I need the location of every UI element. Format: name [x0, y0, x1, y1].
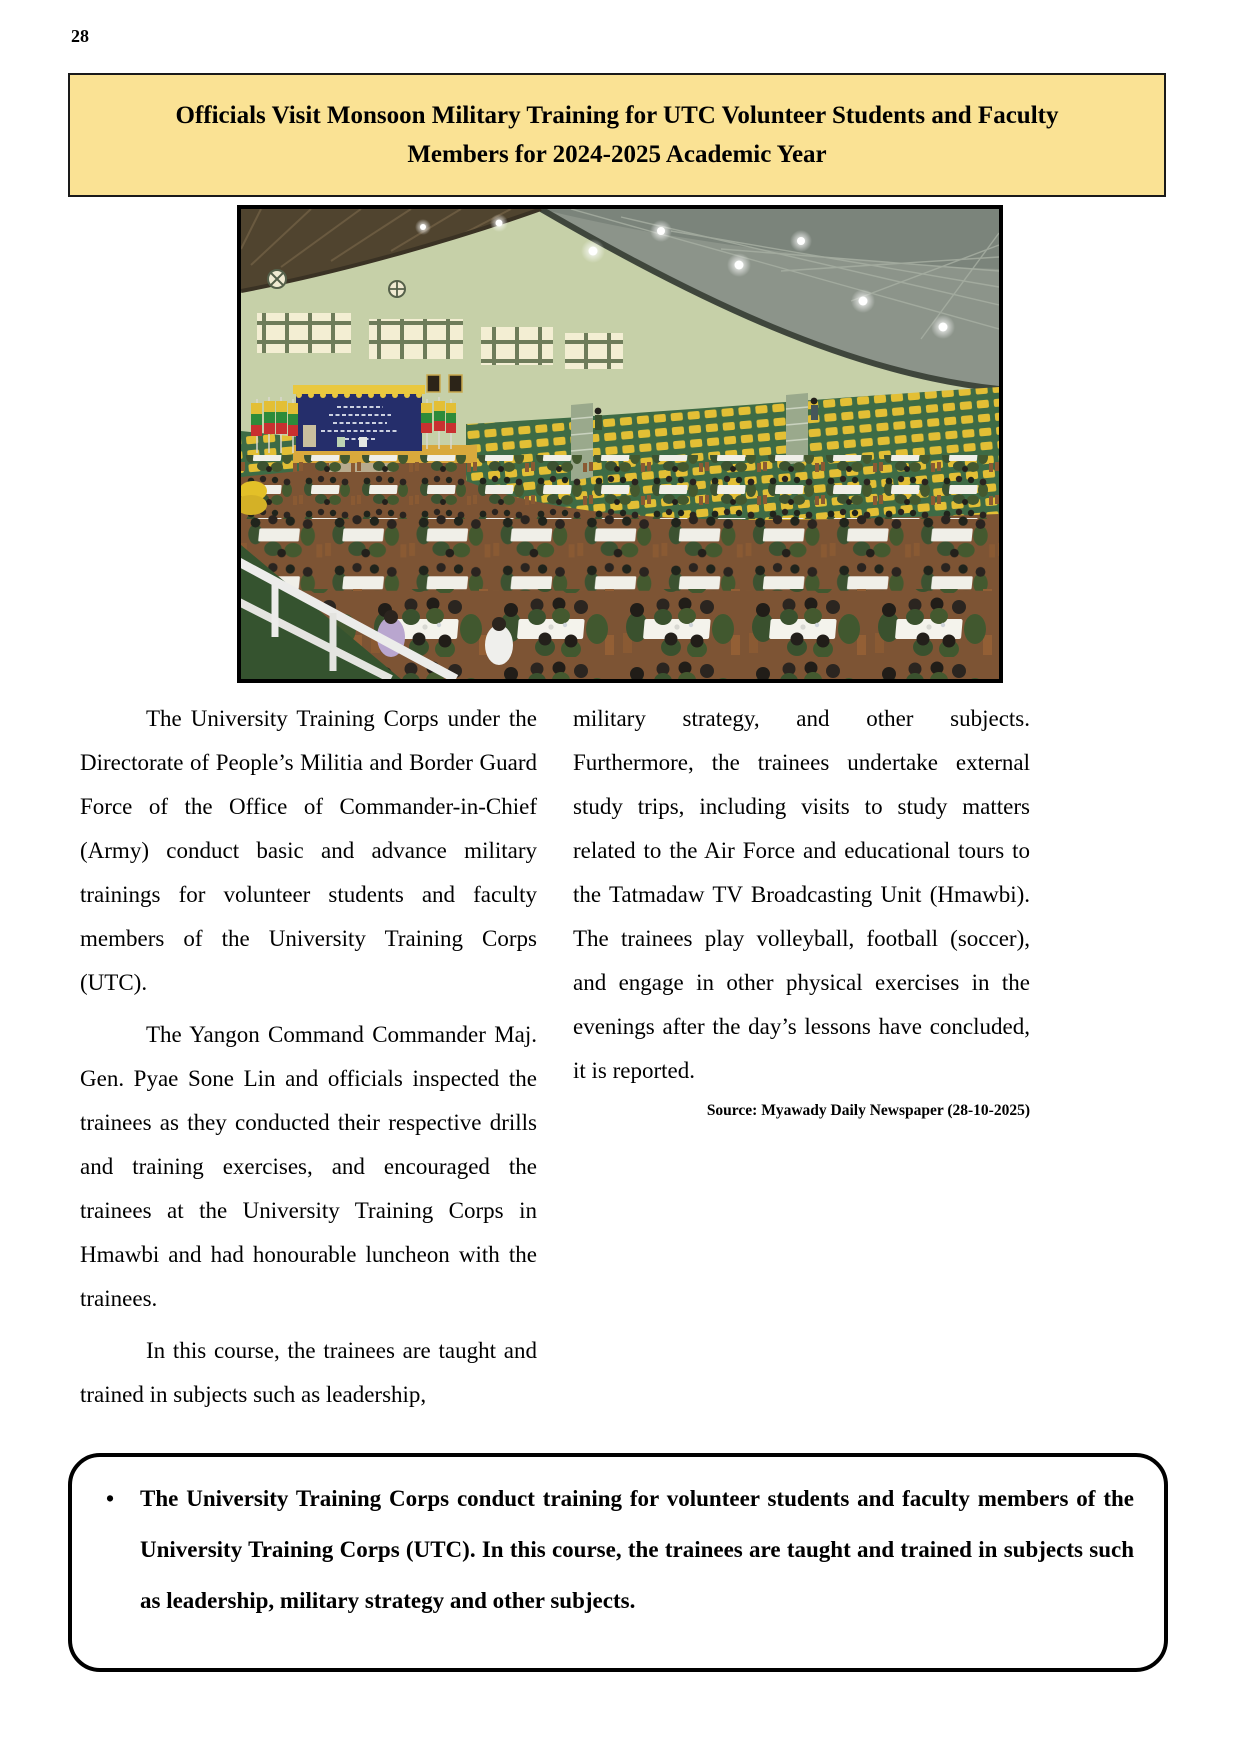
article-body	[80, 697, 1030, 1425]
paragraph: military strategy, and other subjects. Furthermore, the trainees undertake external study trips, including visits to study matters related to the Air Force and educational tours to the Tatmadaw TV Broadcasting Unit (Hmawbi). The trainees play volleyball, football (soccer), and engage in other physical exercises in the evenings after the day’s lessons have concluded, it is reported.	[573, 706, 1030, 1083]
bullet-marker: •	[106, 1486, 115, 1511]
summary-text: The University Training Corps conduct training for volunteer students and faculty members of the University Training Corps (UTC). In this course, the trainees are taught and trained in subjects such as leadership, military strategy and other subjects.	[140, 1486, 1134, 1613]
article-title: Officials Visit Monsoon Military Training for UTC Volunteer Students and Faculty Members for 2024-2025 Academic Year	[175, 102, 1059, 168]
headline-banner	[68, 73, 1166, 197]
summary-box	[68, 1453, 1168, 1672]
source-line: Source: Myawady Daily Newspaper (28-10-2025)	[706, 1102, 1030, 1119]
flags-right	[421, 397, 456, 449]
luncheon-photo-illustration	[241, 209, 999, 679]
paragraph: The Yangon Command Commander Maj. Gen. Pyae Sone Lin and officials inspected the trainees as they conducted their respective drills and training exercises, and encouraged the trainees at the University Training Corps in Hmawbi and had honourable luncheon with the trainees.	[80, 1022, 537, 1311]
paragraph: The University Training Corps under the Directorate of People’s Militia and Border Guard Force of the Office of Commander-in-Chief (Army) conduct basic and advance military trainings for volunteer students and faculty members of the University Training Corps (UTC).	[80, 706, 537, 995]
page-number: 28	[71, 26, 89, 46]
paragraph: In this course, the trainees are taught and trained in subjects such as leadership,	[80, 1338, 537, 1407]
article-column-right	[573, 697, 1030, 1425]
luncheon-photo	[237, 205, 1003, 683]
article-column-left	[80, 697, 537, 1425]
